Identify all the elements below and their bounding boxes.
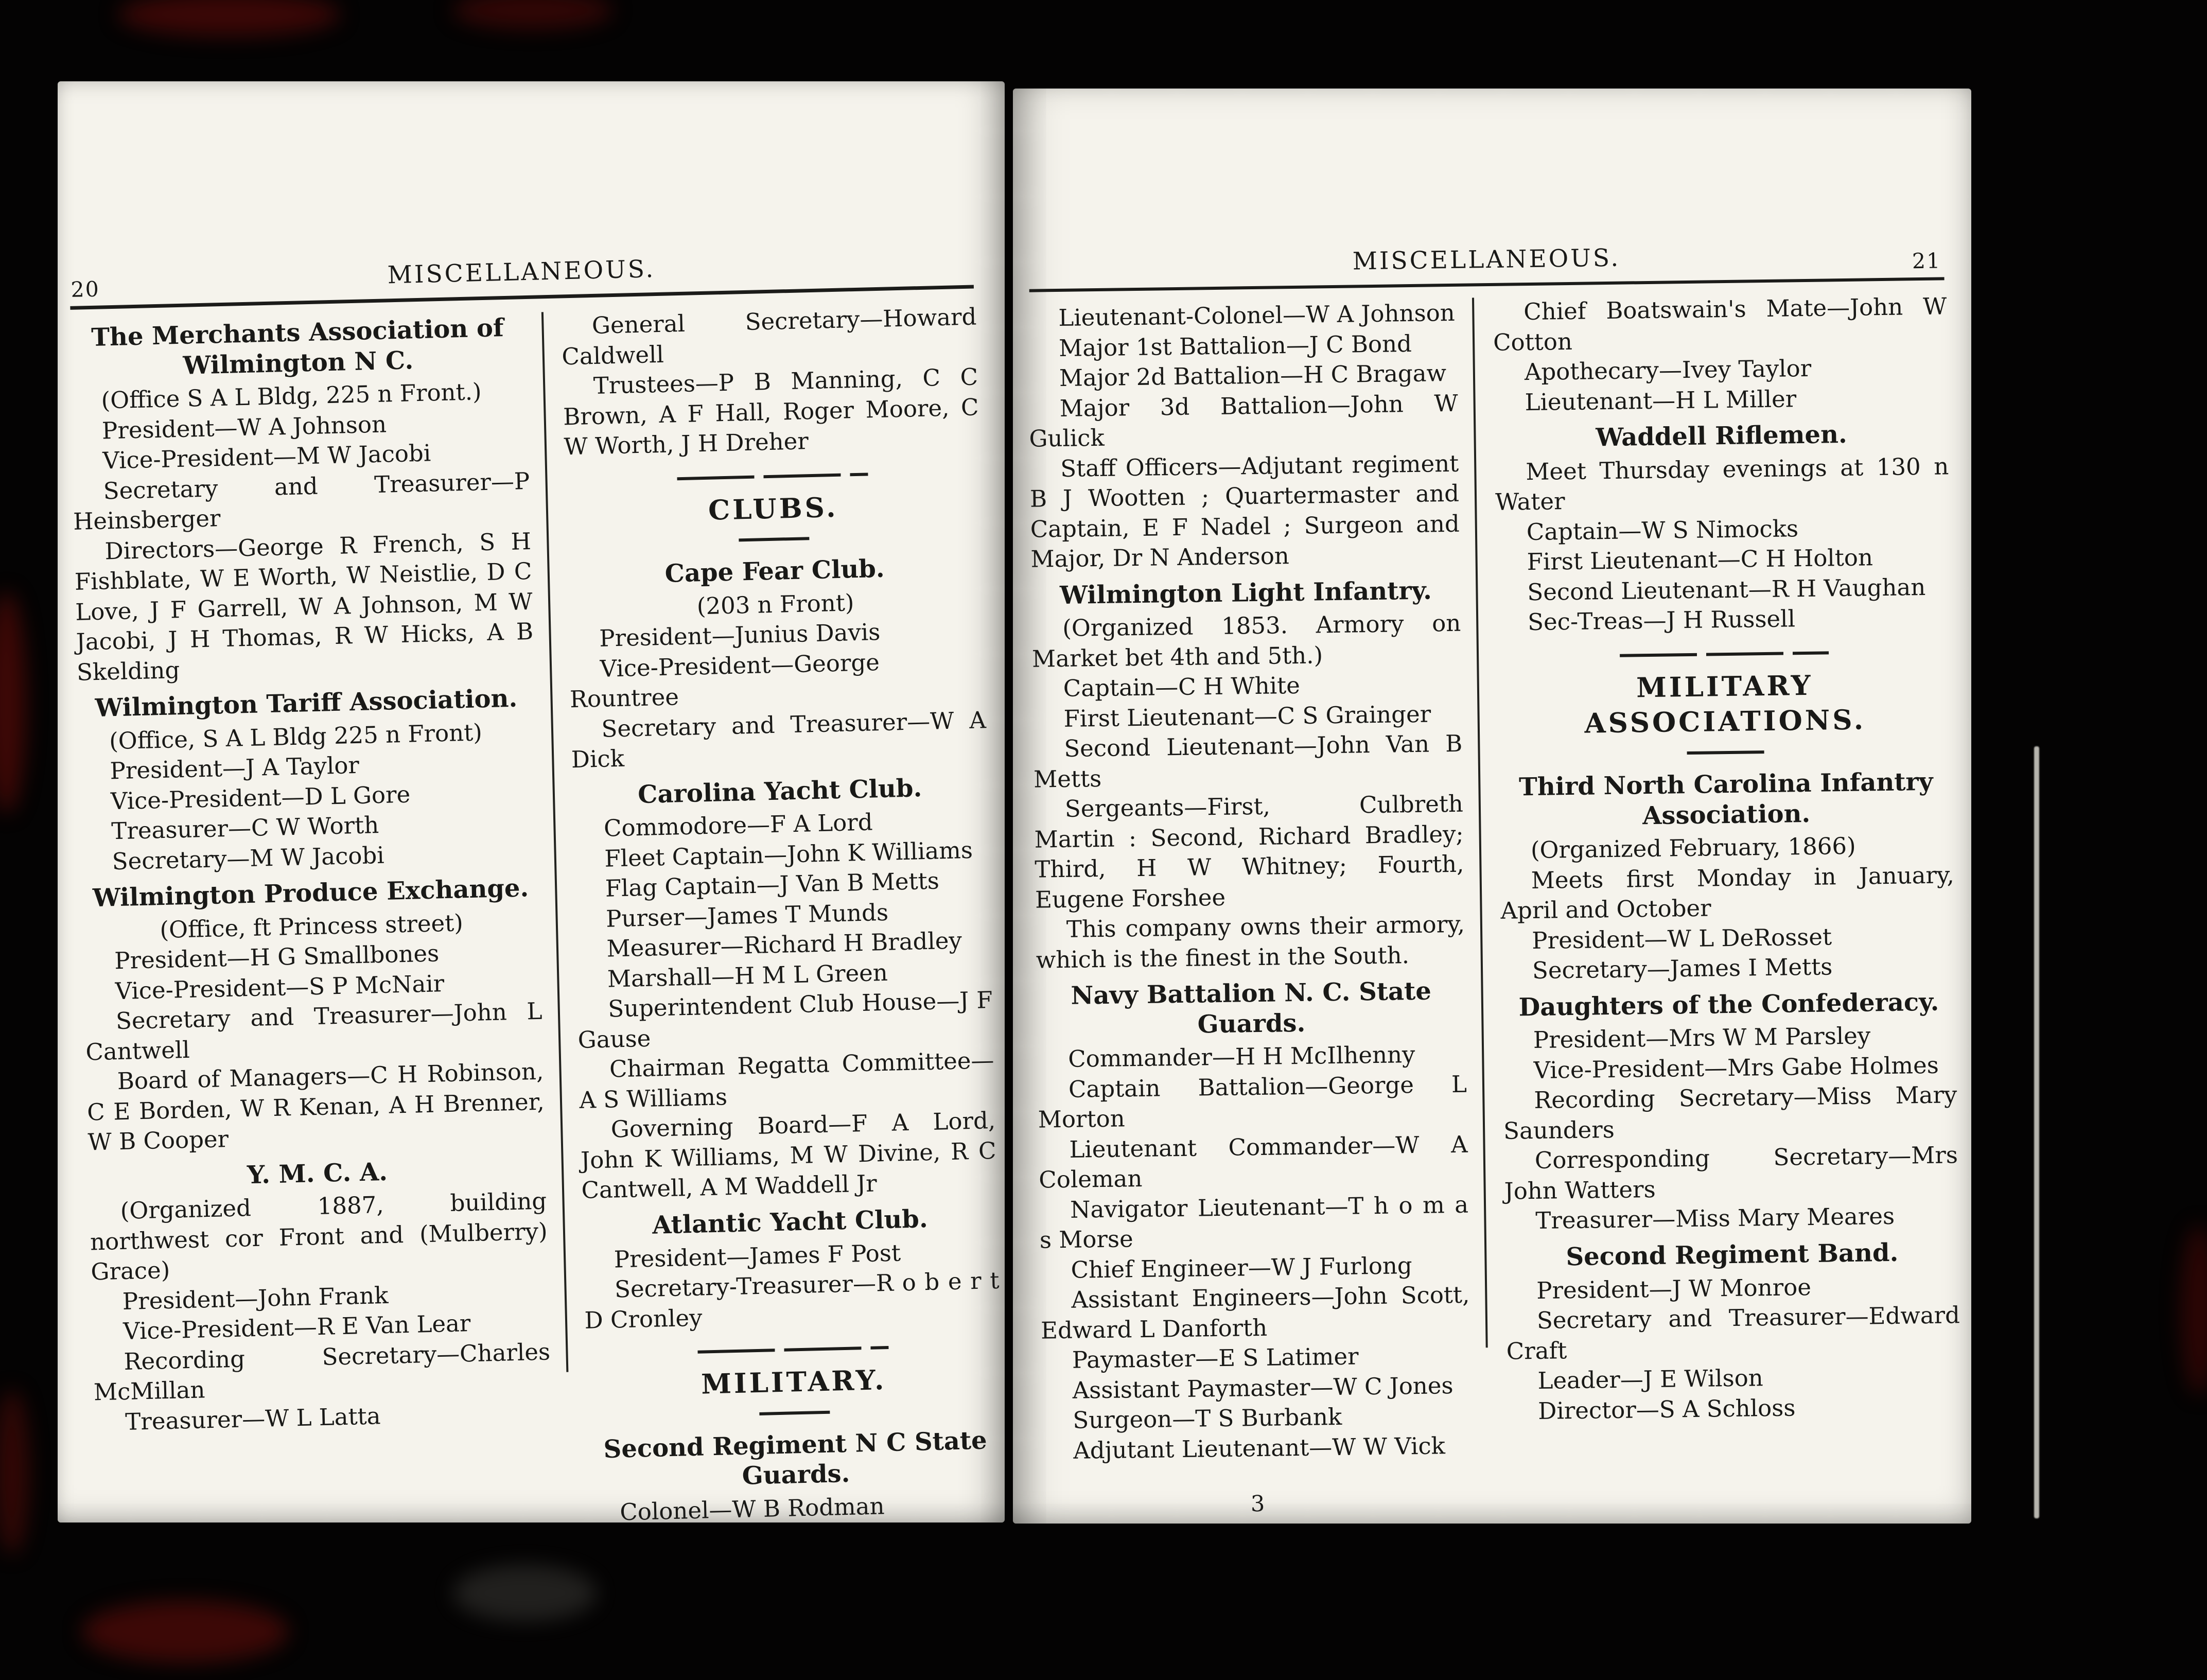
directory-entry: Paymaster—E S Latimer (1072, 1342, 1359, 1374)
section-heading: CLUBS. (708, 491, 839, 527)
directory-entry: President—J A Taylor (110, 751, 360, 785)
directory-entry: Recording Secretary—Charles McMillan (93, 1338, 551, 1406)
section-heading: MILITARY. (700, 1364, 887, 1401)
organization-title: The Merchants Association of Wilmington N C. (91, 313, 504, 380)
directory-entry: Captain—W S Nimocks (1526, 514, 1799, 546)
directory-entry: General Secretary—Howard Caldwell (561, 303, 977, 370)
directory-entry: Assistant Engineers—John Scott, Edward L Danforth (1040, 1281, 1470, 1344)
directory-entry: President—W A Johnson (101, 410, 387, 445)
directory-entry: Marshall—H M L Green (607, 958, 888, 993)
directory-entry: Director—S A Schloss (1537, 1393, 1796, 1425)
directory-entry: Major 3d Battalion—John W Gulick (1029, 389, 1458, 452)
right-column-2 (1474, 291, 1960, 1425)
directory-entry: (Office, S A L Bldg 225 n Front) (109, 718, 483, 755)
right-page (1013, 89, 1971, 1524)
directory-entry: Chief Boatswain's Mate—John W Cotton (1493, 292, 1947, 356)
directory-entry: Sec-Treas—J H Russell (1527, 605, 1796, 636)
directory-entry: Leader—J E Wilson (1537, 1364, 1764, 1394)
organization-title: Y. M. C. A. (247, 1157, 388, 1189)
directory-entry: Directors—George R French, S H Fishblate, W E Worth, W Neistlie, D C Love, J F Garrell, W A Johnson, M W Jacobi, J H Thomas, R W Hicks, A B Skelding (74, 527, 534, 686)
directory-entry: Vice-President—Mrs Gabe Holmes (1533, 1051, 1939, 1084)
directory-entry: Secretary and Treasurer—Edward Craft (1506, 1301, 1960, 1365)
next-page-edge (2034, 746, 2039, 1518)
directory-entry: Board of Managers—C H Robinson, C E Borden, W R Kenan, A H Brenner, W B Cooper (86, 1057, 545, 1156)
directory-entry: Vice-President—D L Gore (110, 780, 411, 815)
left-running-title: MISCELLANEOUS. (387, 255, 656, 290)
section-divider (697, 1346, 888, 1354)
directory-entry: Purser—James T Munds (605, 898, 889, 933)
directory-entry: First Lieutenant—C H Holton (1527, 544, 1873, 576)
directory-entry: Apothecary—Ivey Taylor (1524, 354, 1812, 386)
directory-entry: Treasurer—W L Latta (125, 1402, 381, 1436)
directory-entry: Staff Officers—Adjutant regiment B J Wootten ; Quartermaster and Captain, E F Nadel ; Surgeon and Major, Dr N Anderson (1029, 449, 1460, 573)
directory-entry: Vice-President—S P McNair (115, 969, 445, 1005)
directory-entry: Second Lieutenant—John Van B Metts (1033, 729, 1463, 793)
directory-entry: Meets first Monday in January, April and October (1500, 861, 1955, 925)
directory-entry: Captain—C H White (1063, 671, 1301, 702)
organization-title: Second Regiment Band. (1566, 1238, 1899, 1272)
scan-smudge (118, 0, 340, 36)
organization-title: Second Regiment N C State Guards. (603, 1426, 988, 1491)
directory-entry: Recording Secretary—Miss Mary Saunders (1503, 1081, 1957, 1145)
address-note: (Office, ft Princess street) (159, 908, 464, 943)
directory-entry: (Office S A L Bldg, 225 n Front.) (101, 378, 482, 414)
signature-mark: 3 (1250, 1491, 1265, 1517)
organization-title: Navy Battalion N. C. State Guards. (1071, 976, 1432, 1039)
directory-entry: Superintendent Club House—J F Gause (577, 986, 993, 1054)
directory-entry: Chief Engineer—W J Furlong (1071, 1251, 1413, 1284)
directory-entry: President—John Frank (122, 1281, 389, 1315)
directory-entry: Lieutenant-Colonel—W A Johnson (1058, 299, 1456, 331)
right-page-columns (1027, 291, 1960, 1517)
directory-entry: Chairman Regatta Committee—A S Williams (579, 1046, 994, 1114)
right-page-content (1005, 82, 1982, 1530)
directory-entry: Vice-President—M W Jacobi (102, 439, 431, 475)
organization-title: Cape Fear Club. (664, 554, 885, 589)
left-page-content (44, 71, 1024, 1534)
directory-entry: Lieutenant—H L Miller (1525, 384, 1797, 416)
organization-title: Third North Carolina Infantry Association. (1518, 767, 1933, 831)
organization-title: Atlantic Yacht Club. (652, 1204, 929, 1240)
directory-entry: Governing Board—F A Lord, John K Williams, M W Divine, R C Cantwell, A M Waddell Jr (580, 1107, 997, 1204)
directory-entry: Major 1st Battalion—J C Bond (1058, 329, 1412, 362)
directory-entry: Meet Thursday evenings at 130 n Water (1495, 452, 1949, 516)
directory-entry: Adjutant Lieutenant—W W Vick (1073, 1431, 1446, 1464)
directory-entry: Corresponding Secretary—Mrs John Watters (1504, 1141, 1958, 1205)
directory-entry: Treasurer—Miss Mary Meares (1535, 1202, 1895, 1235)
directory-entry: Colonel—W B Rodman (619, 1492, 885, 1526)
directory-entry: Second Lieutenant—R H Vaughan (1527, 573, 1926, 606)
organization-title: Carolina Yacht Club. (637, 774, 922, 810)
directory-entry: Lieutenant Commander—W A Coleman (1039, 1130, 1468, 1194)
section-heading: MILITARY ASSOCIATIONS. (1584, 669, 1866, 740)
subsection-divider (739, 537, 809, 542)
directory-entry: Treasurer—C W Worth (111, 811, 379, 845)
directory-entry: This company owns their armory, which is the finest in the South. (1036, 910, 1465, 974)
directory-entry: President—J W Monroe (1536, 1273, 1812, 1304)
directory-entry: Captain Battalion—George L Morton (1038, 1070, 1467, 1133)
directory-entry: Sergeants—First, Culbreth Martin : Second, Richard Bradley; Third, H W Whitney; Fourth, Eugene Forshee (1034, 790, 1464, 914)
directory-entry: Vice-President—George Rountree (569, 648, 880, 713)
left-column-2 (543, 302, 1001, 1526)
left-page-columns (68, 302, 1001, 1526)
address-note: (203 n Front) (696, 589, 854, 620)
organization-title: Wilmington Light Infantry. (1059, 576, 1432, 610)
directory-entry: (Organized 1887, building northwest cor Front and (Mulberry) Grace) (90, 1187, 548, 1286)
scan-smudge (82, 1601, 288, 1662)
directory-entry: (Organized February, 1866) (1530, 832, 1856, 864)
organization-title: Wilmington Tariff Association. (95, 684, 518, 723)
scan-smudge (0, 1390, 29, 1554)
organization-title: Waddell Riflemen. (1596, 419, 1847, 452)
directory-entry: Trustees—P B Manning, C C Brown, A F Hall, Roger Moore, C W Worth, J H Dreher (563, 363, 979, 461)
directory-entry: Surgeon—T S Burbank (1073, 1403, 1342, 1434)
scan-smudge (2181, 1225, 2207, 1395)
directory-entry: Assistant Paymaster—W C Jones (1072, 1371, 1453, 1404)
directory-entry: Commander—H H McIlhenny (1067, 1041, 1415, 1073)
directory-entry: President—James F Post (614, 1238, 901, 1273)
organization-title: Daughters of the Confederacy. (1518, 987, 1939, 1022)
directory-entry: Flag Captain—J Van B Metts (605, 867, 940, 903)
directory-entry: President—Mrs W M Parsley (1533, 1022, 1871, 1054)
directory-entry: Secretary—James I Metts (1532, 953, 1833, 985)
directory-entry: President—Junius Davis (599, 618, 881, 653)
subsection-divider (1687, 750, 1764, 755)
directory-entry: Major 2d Battalion—H C Bragaw (1059, 359, 1447, 392)
scan-smudge (0, 592, 26, 813)
directory-entry: Vice-President—R E Van Lear (122, 1309, 471, 1345)
directory-entry: Secretary and Treasurer—W A Dick (571, 706, 987, 774)
section-divider (677, 472, 868, 480)
directory-entry: President—W L DeRosset (1531, 923, 1832, 954)
right-column-1 (1027, 297, 1488, 1517)
directory-entry: Secretary and Treasurer—P Heinsberger (73, 467, 530, 535)
organization-title: Wilmington Produce Exchange. (92, 873, 529, 913)
scan-smudge (453, 1565, 597, 1621)
directory-entry: President—H G Smallbones (114, 939, 440, 975)
right-page-number: 21 (1912, 248, 1941, 274)
scan-smudge (453, 0, 612, 29)
directory-entry: Measurer—Richard H Bradley (606, 926, 962, 963)
right-running-head (1029, 233, 1945, 292)
subsection-divider (759, 1411, 830, 1415)
right-running-title: MISCELLANEOUS. (1352, 243, 1621, 276)
left-page-number: 20 (71, 276, 100, 302)
left-page (58, 81, 1005, 1526)
directory-entry: Fleet Captain—John K Williams (604, 836, 973, 872)
left-running-head (69, 241, 974, 310)
directory-entry: First Lieutenant—C S Grainger (1063, 700, 1431, 732)
directory-entry: Navigator Lieutenant—T h o m a s Morse (1039, 1191, 1469, 1254)
directory-entry: (Organized 1853. Armory on Market bet 4th and 5th.) (1031, 609, 1461, 673)
directory-entry: Secretary—M W Jacobi (112, 841, 385, 875)
directory-entry: Secretary-Treasurer—R o b e r t D Cronley (584, 1266, 1000, 1334)
directory-entry: Commodore—F A Lord (603, 808, 873, 843)
section-divider (1620, 651, 1829, 657)
directory-entry: Secretary and Treasurer—John L Cantwell (85, 997, 543, 1066)
left-column-1 (68, 312, 568, 1436)
